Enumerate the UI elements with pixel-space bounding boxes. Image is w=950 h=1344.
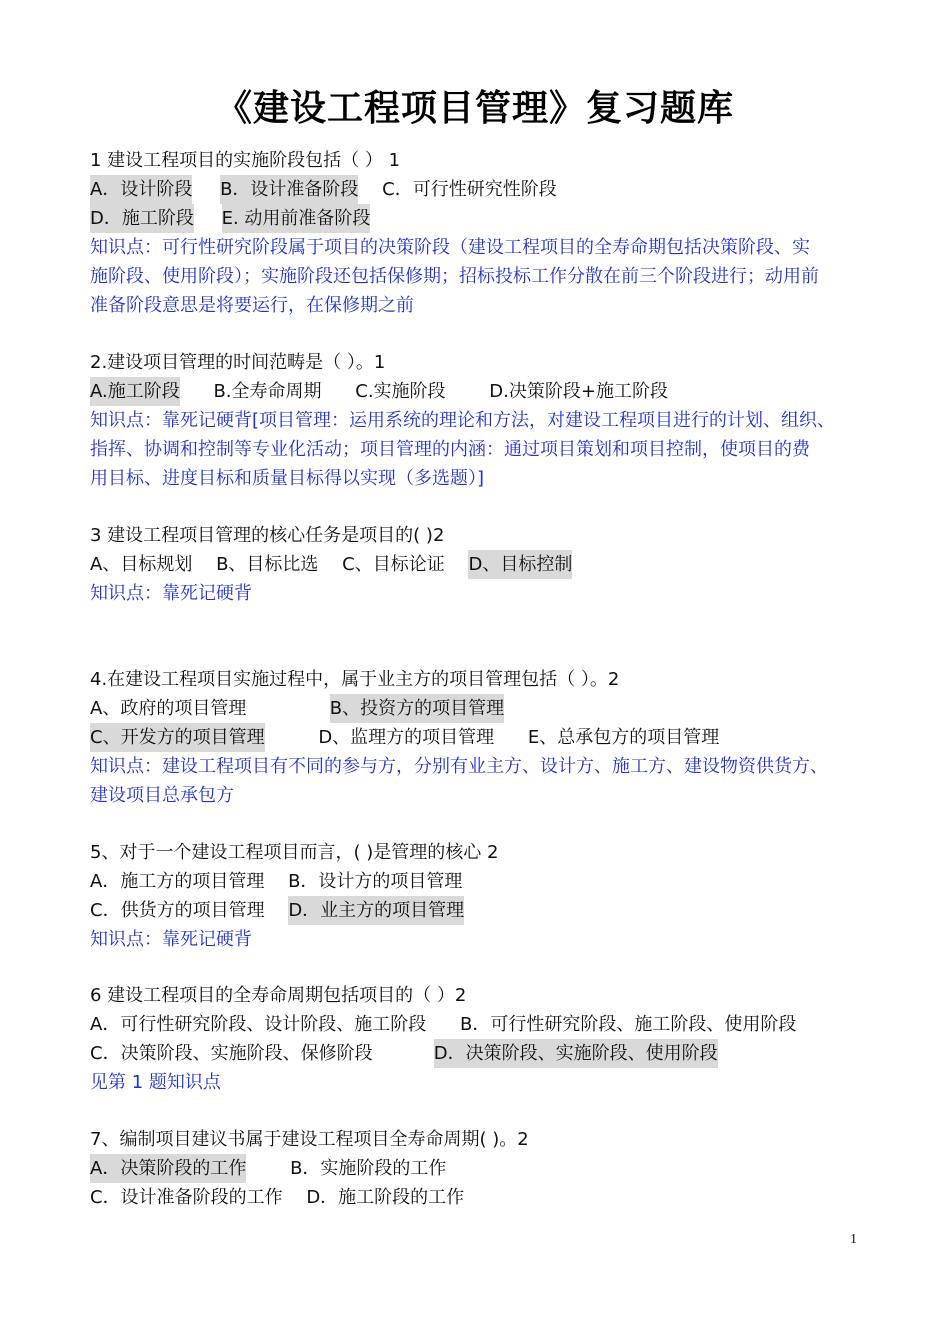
question-3-option-a: A、目标规划: [90, 554, 193, 575]
question-5-options-row-2: [90, 896, 464, 925]
question-4-option-c: C、开发方的项目管理: [90, 723, 265, 752]
question-7-option-c: C．设计准备阶段的工作: [90, 1187, 283, 1208]
question-1-knowledge-point-line-2: 施阶段、使用阶段）；实施阶段还包括保修期；招标投标工作分散在前三个阶段进行；动用前: [90, 266, 819, 287]
question-4-options-row-1: [90, 694, 504, 723]
question-6-stem: 6 建设工程项目的全寿命周期包括项目的（ ）2: [90, 985, 467, 1006]
question-1-option-b: B．设计准备阶段: [220, 175, 358, 204]
question-2-knowledge-point-line-3: 用目标、进度目标和质量目标得以实现（多选题）]: [90, 468, 485, 489]
question-7-options-row-2: [90, 1183, 464, 1212]
question-6-options-row-2: [90, 1039, 718, 1068]
question-5-option-c: C．供货方的项目管理: [90, 900, 265, 921]
question-5-option-b: B．设计方的项目管理: [288, 871, 463, 892]
question-1-option-a: A．设计阶段: [90, 175, 192, 204]
question-6-option-a: A．可行性研究阶段、设计阶段、施工阶段: [90, 1014, 427, 1035]
question-4-knowledge-point-line-2: 建设项目总承包方: [90, 785, 234, 806]
question-1-option-d: D．施工阶段: [90, 204, 194, 233]
question-3-stem: 3 建设工程项目管理的核心任务是项目的( )2: [90, 525, 445, 546]
question-7-option-d: D．施工阶段的工作: [306, 1187, 465, 1208]
question-6-option-c: C．决策阶段、实施阶段、保修阶段: [90, 1043, 373, 1064]
document-title: 《建设工程项目管理》复习题库: [215, 87, 734, 129]
question-1-stem: 1 建设工程项目的实施阶段包括（ ） 1: [90, 150, 401, 171]
question-7-options-row-1: [90, 1154, 446, 1183]
question-4-option-e: E、总承包方的项目管理: [527, 727, 720, 748]
question-5-option-a: A．施工方的项目管理: [90, 871, 265, 892]
question-4-option-a: A、政府的项目管理: [90, 698, 247, 719]
question-3-option-c: C、目标论证: [342, 554, 445, 575]
question-6-option-b: B．可行性研究阶段、施工阶段、使用阶段: [460, 1014, 797, 1035]
question-1-option-c: C．可行性研究性阶段: [382, 179, 557, 200]
question-2-option-c: C.实施阶段: [355, 381, 446, 402]
question-1-options-row-2: [90, 204, 370, 233]
question-5-stem: 5、对于一个建设工程项目而言，( )是管理的核心 2: [90, 842, 499, 863]
question-4-stem: 4.在建设工程项目实施过程中，属于业主方的项目管理包括（ ）。2: [90, 669, 620, 690]
question-2-knowledge-point-line-2: 指挥、协调和控制等专业化活动；项目管理的内涵：通过项目策划和项目控制，使项目的费: [90, 439, 810, 460]
question-6-option-d: D．决策阶段、实施阶段、使用阶段: [434, 1039, 718, 1068]
question-2-knowledge-point-line-1: 知识点：靠死记硬背[项目管理：运用系统的理论和方法，对建设工程项目进行的计划、组织、: [90, 410, 836, 431]
question-4-option-b: B、投资方的项目管理: [330, 694, 504, 723]
question-1-knowledge-point-line-3: 准备阶段意思是将要运行，在保修期之前: [90, 295, 414, 316]
page-number: 1: [850, 1232, 857, 1247]
question-2-option-d: D.决策阶段+施工阶段: [489, 381, 668, 402]
question-3-options-row-1: [90, 550, 572, 579]
question-5-option-d: D．业主方的项目管理: [288, 896, 464, 925]
question-1-option-e: E. 动用前准备阶段: [222, 204, 371, 233]
question-6-options-row-1: [90, 1010, 796, 1039]
question-7-option-b: B．实施阶段的工作: [290, 1158, 447, 1179]
question-3-option-d: D、目标控制: [468, 550, 572, 579]
question-3-knowledge-point-line-1: 知识点：靠死记硬背: [90, 583, 252, 604]
question-2-option-a: A.施工阶段: [90, 377, 180, 406]
question-4-options-row-2: [90, 723, 719, 752]
question-7-stem: 7、编制项目建议书属于建设工程项目全寿命周期( )。2: [90, 1129, 529, 1150]
question-1-options-row-1: [90, 175, 557, 204]
question-3-option-b: B、目标比选: [216, 554, 319, 575]
question-2-options-row-1: [90, 377, 668, 406]
question-7-option-a: A．决策阶段的工作: [90, 1154, 246, 1183]
question-5-knowledge-point-line-1: 知识点：靠死记硬背: [90, 929, 252, 950]
question-2-stem: 2.建设项目管理的时间范畴是（ ）。1: [90, 352, 386, 373]
question-2-option-b: B.全寿命周期: [213, 381, 322, 402]
question-6-knowledge-point-line-1: 见第 1 题知识点: [90, 1072, 221, 1093]
question-5-options-row-1: [90, 867, 462, 896]
question-1-knowledge-point-line-1: 知识点：可行性研究阶段属于项目的决策阶段（建设工程项目的全寿命期包括决策阶段、实: [90, 237, 810, 258]
question-4-knowledge-point-line-1: 知识点：建设工程项目有不同的参与方，分别有业主方、设计方、施工方、建设物资供货方、: [90, 756, 828, 777]
question-4-option-d: D、监理方的项目管理: [318, 727, 495, 748]
